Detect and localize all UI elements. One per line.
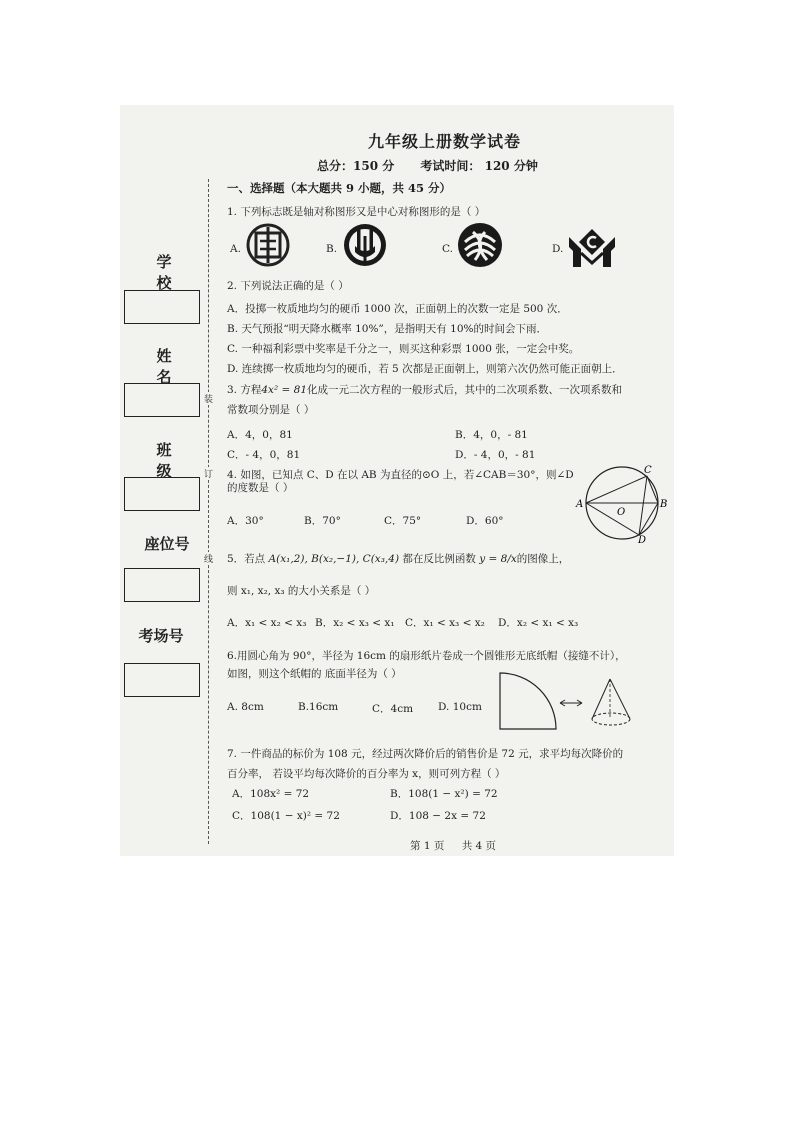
- option-a: A．108x² = 72: [232, 788, 310, 800]
- option-a: A．投掷一枚质地均匀的硬币 1000 次，正面朝上的次数一定是 500 次．: [227, 303, 568, 315]
- question-2: 2. 下列说法正确的是（ ）: [227, 280, 349, 292]
- option-b: B.16cm: [298, 701, 339, 713]
- binding-char: 装: [204, 392, 213, 405]
- option-b: B.: [326, 243, 338, 255]
- option-b: B．x₂ < x₃ < x₁: [315, 617, 395, 629]
- option-d: D. 连续掷一枚质地均匀的硬币，若 5 次都是正面朝上，则第六次仍然可能正面朝上．: [227, 363, 623, 375]
- option-d: D. 10cm: [438, 701, 482, 713]
- question-3-line2: 常数项分别是（ ）: [227, 404, 315, 416]
- abc-bank-logo-icon: [342, 222, 388, 268]
- question-4-line2: 的度数是（ ）: [227, 482, 294, 494]
- sector-cone-figure: [498, 671, 648, 731]
- total-score: 总分：150 分: [317, 159, 395, 173]
- name-field[interactable]: [124, 383, 200, 417]
- question-6-line2: 如图，则这个纸帽的 底面半径为（ ）: [227, 668, 402, 680]
- mobile-logo-icon: [457, 222, 503, 268]
- q5-stem-b: 都在反比例函数: [402, 553, 476, 565]
- q3-equation: 4x² = 81: [261, 384, 308, 396]
- question-5-line2: 则 x₁, x₂, x₃ 的大小关系是（ ）: [227, 585, 376, 597]
- page-title: 九年级上册数学试卷: [368, 132, 522, 151]
- q5-stem-a: 5．若点: [227, 553, 266, 565]
- option-c: C．- 4，0，81: [227, 449, 301, 461]
- question-7: 7. 一件商品的标价为 108 元，经过两次降价后的销售价是 72 元，求平均每次降价的: [227, 748, 624, 760]
- room-label: 考场号: [138, 627, 184, 645]
- option-d: D.: [552, 243, 564, 255]
- option-b: B. 天气预报“明天降水概率 10%”，是指明天有 10%的时间会下雨．: [227, 323, 547, 335]
- q5-function: y = 8/x: [479, 553, 517, 565]
- option-b: B．70°: [304, 515, 341, 527]
- option-c: C. 一种福利彩票中奖率是千分之一，则买这种彩票 1000 张，一定会中奖。: [227, 343, 580, 355]
- binding-line: [208, 179, 209, 844]
- option-b: B．108(1 − x²) = 72: [390, 788, 498, 800]
- question-5: [227, 551, 569, 566]
- binding-char: 线: [204, 552, 213, 565]
- section-heading: 一、选择题（本大题共 9 小题，共 45 分）: [227, 181, 452, 195]
- exam-info: [317, 157, 560, 174]
- class-label: 班 级: [156, 441, 190, 480]
- option-c: C．75°: [384, 515, 422, 527]
- page-number: 第 1 页: [410, 840, 445, 852]
- option-a: A．30°: [227, 515, 264, 527]
- bank-logo-icon: [246, 223, 290, 267]
- option-c: C．x₁ < x₃ < x₂: [405, 617, 485, 629]
- circle-figure: [575, 463, 669, 543]
- option-a: A．x₁ < x₂ < x₃: [227, 617, 307, 629]
- school-label: 学 校: [156, 253, 190, 292]
- option-d: D．108 − 2x = 72: [390, 810, 486, 822]
- q5-points: A(x₁,2), B(x₂,−1), C(x₃,4): [268, 553, 400, 565]
- option-a: A.: [230, 243, 241, 255]
- page-footer: [410, 838, 510, 853]
- page-total: 共 4 页: [461, 840, 497, 852]
- option-a: A. 8cm: [227, 701, 264, 713]
- option-d: D．60°: [466, 515, 504, 527]
- option-c: C．108(1 − x)² = 72: [232, 810, 340, 822]
- question-3: [227, 382, 622, 397]
- label-o: O: [617, 507, 626, 518]
- seat-field[interactable]: [124, 568, 200, 602]
- option-d: D．x₂ < x₁ < x₃: [498, 617, 579, 629]
- q3-stem-a: 3. 方程: [227, 384, 262, 396]
- question-7-line2: 百分率， 若设平均每次降价的百分率为 x，则可列方程（ ）: [227, 768, 506, 780]
- question-1: 1. 下列标志既是轴对称图形又是中心对称图形的是（ ）: [227, 206, 486, 218]
- class-field[interactable]: [124, 477, 200, 511]
- lottery-logo-icon: [567, 227, 617, 269]
- name-label: 姓 名: [156, 347, 190, 386]
- exam-sheet: [120, 105, 674, 856]
- question-6: 6.用圆心角为 90°，半径为 16cm 的扇形纸片卷成一个圆锥形无底纸帽（接缝不计），: [227, 650, 626, 662]
- label-c: C: [644, 465, 652, 476]
- q3-stem-b: 化成一元二次方程的一般形式后，其中的二次项系数、一次项系数和: [307, 384, 623, 396]
- label-a: A: [576, 499, 584, 510]
- binding-char: 订: [204, 467, 213, 480]
- school-field[interactable]: [124, 290, 200, 324]
- label-d: D: [638, 535, 647, 543]
- option-d: D．- 4，0，- 81: [455, 449, 536, 461]
- question-4: 4. 如图，已知点 C、D 在以 AB 为直径的⊙O 上，若∠CAB＝30°，则∠D: [227, 469, 574, 481]
- exam-time: 考试时间： 120 分钟: [420, 159, 538, 173]
- option-c: C.: [442, 243, 453, 255]
- option-b: B．4，0，- 81: [455, 429, 528, 441]
- label-b: B: [660, 499, 668, 510]
- option-a: A．4，0，81: [227, 429, 293, 441]
- q5-stem-c: 的图像上，: [516, 553, 570, 565]
- option-c: C．4cm: [372, 703, 414, 715]
- seat-label: 座位号: [144, 535, 190, 553]
- room-field[interactable]: [124, 663, 200, 697]
